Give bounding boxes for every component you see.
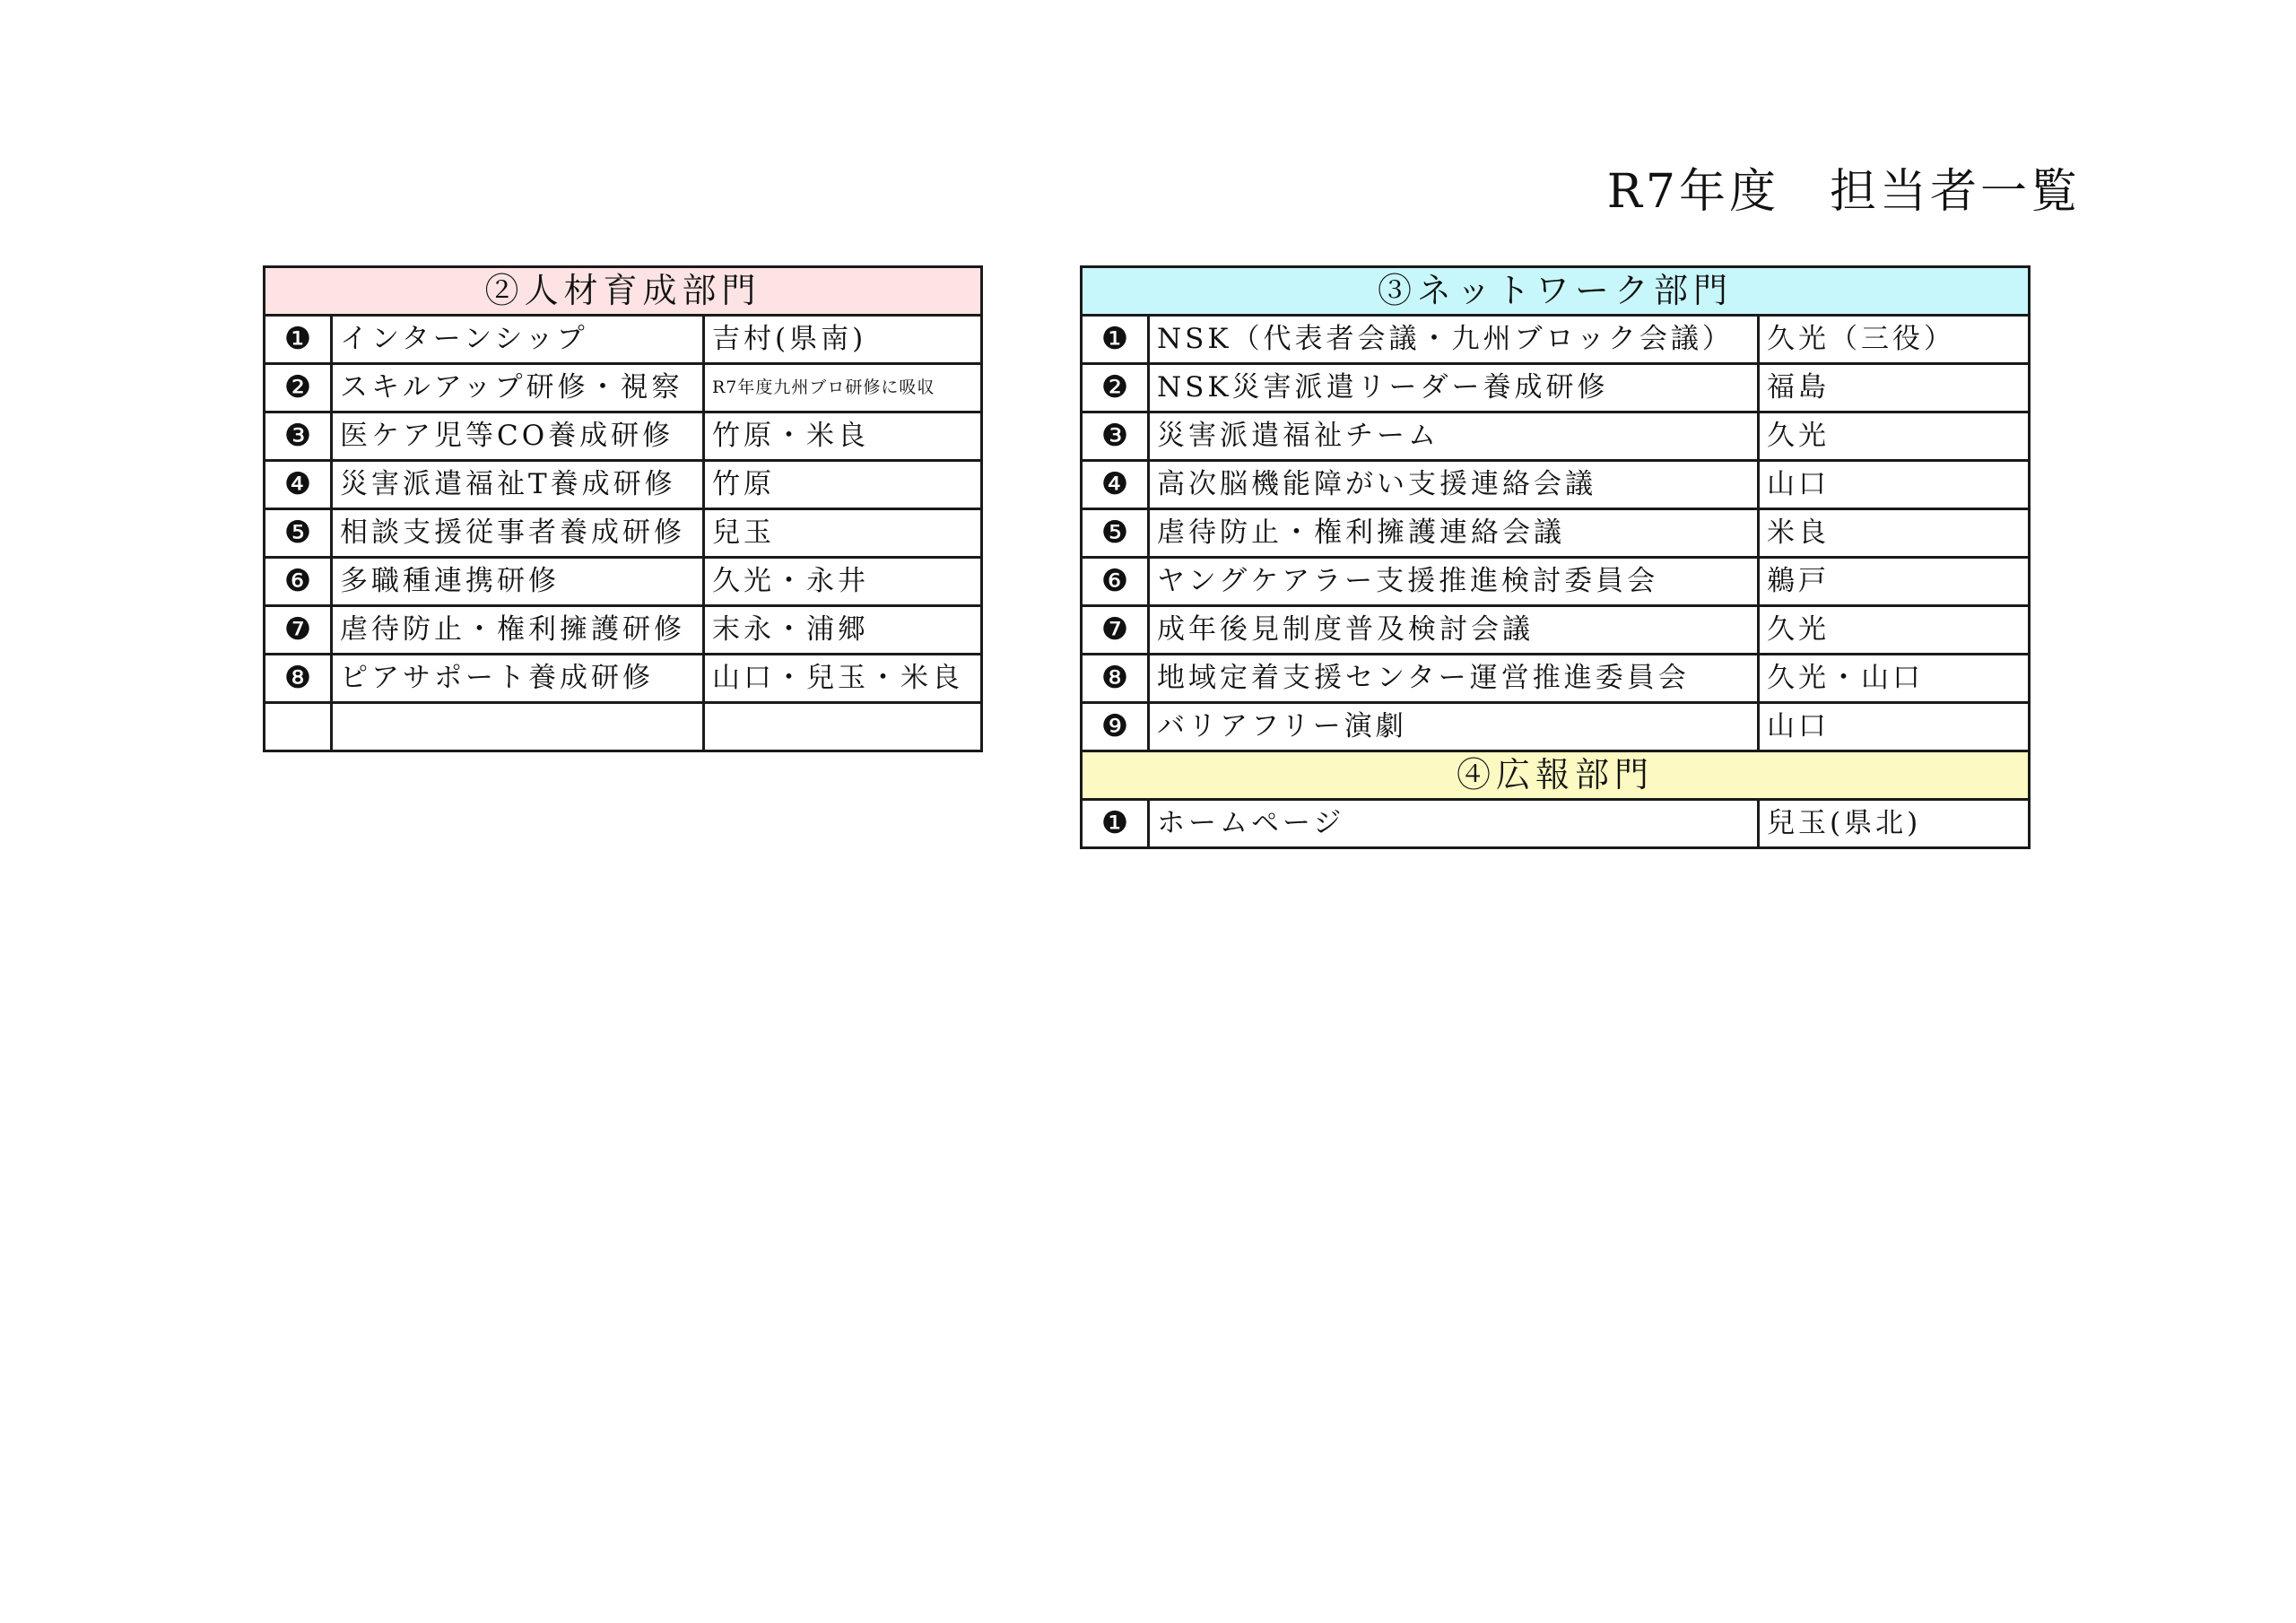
- assignee-cell: 竹原: [704, 461, 982, 509]
- assignee-cell: 兒玉(県北): [1759, 800, 2030, 848]
- row-number: ❾: [1082, 703, 1149, 751]
- task-cell: [332, 703, 704, 751]
- assignee-cell: 福島: [1759, 364, 2030, 412]
- assignee-cell: 久光: [1759, 412, 2030, 461]
- task-cell: 成年後見制度普及検討会議: [1149, 606, 1759, 655]
- task-cell: 虐待防止・権利擁護研修: [332, 606, 704, 655]
- table-row: [1082, 364, 2030, 412]
- table-row: [1082, 509, 2030, 558]
- row-number: ❺: [1082, 509, 1149, 558]
- table-row: [265, 461, 982, 509]
- table-row: [1082, 412, 2030, 461]
- row-number: ❻: [1082, 558, 1149, 606]
- task-cell: 医ケア児等CO養成研修: [332, 412, 704, 461]
- row-number: ❺: [265, 509, 332, 558]
- row-number: ❶: [265, 316, 332, 364]
- assignee-cell: 鵜戸: [1759, 558, 2030, 606]
- row-number: ❼: [265, 606, 332, 655]
- network-header-row: [1082, 267, 2030, 316]
- assignee-cell: [704, 703, 982, 751]
- row-number: ❹: [1082, 461, 1149, 509]
- assignee-cell: R7年度九州ブロ研修に吸収: [704, 364, 982, 412]
- row-number: ❷: [1082, 364, 1149, 412]
- row-number: ❶: [1082, 316, 1149, 364]
- hr-development-table: [263, 265, 983, 752]
- table-row: [1082, 558, 2030, 606]
- table-row: [1082, 655, 2030, 703]
- task-cell: 地域定着支援センター運営推進委員会: [1149, 655, 1759, 703]
- row-number: ❻: [265, 558, 332, 606]
- hr-header-row: [265, 267, 982, 316]
- task-cell: 相談支援従事者養成研修: [332, 509, 704, 558]
- task-cell: バリアフリー演劇: [1149, 703, 1759, 751]
- row-number: ❹: [265, 461, 332, 509]
- task-cell: 高次脳機能障がい支援連絡会議: [1149, 461, 1759, 509]
- table-row: [265, 509, 982, 558]
- task-cell: NSK（代表者会議・九州ブロック会議）: [1149, 316, 1759, 364]
- row-number: ❼: [1082, 606, 1149, 655]
- task-cell: ピアサポート養成研修: [332, 655, 704, 703]
- assignee-cell: 竹原・米良: [704, 412, 982, 461]
- row-number: ❽: [1082, 655, 1149, 703]
- assignee-cell: 久光（三役）: [1759, 316, 2030, 364]
- task-cell: 多職種連携研修: [332, 558, 704, 606]
- task-cell: ヤングケアラー支援推進検討委員会: [1149, 558, 1759, 606]
- task-cell: 虐待防止・権利擁護連絡会議: [1149, 509, 1759, 558]
- assignee-cell: 米良: [1759, 509, 2030, 558]
- pr-section-header: ④広報部門: [1082, 751, 2030, 800]
- row-number: ❷: [265, 364, 332, 412]
- table-row: [1082, 800, 2030, 848]
- table-row: [265, 364, 982, 412]
- task-cell: インターンシップ: [332, 316, 704, 364]
- task-cell: NSK災害派遣リーダー養成研修: [1149, 364, 1759, 412]
- assignee-cell: 久光: [1759, 606, 2030, 655]
- row-number: ❸: [265, 412, 332, 461]
- table-row: [1082, 606, 2030, 655]
- assignee-cell: 兒玉: [704, 509, 982, 558]
- assignee-cell: 久光・永井: [704, 558, 982, 606]
- network-pr-table: [1080, 265, 2031, 849]
- assignee-cell: 山口: [1759, 461, 2030, 509]
- task-cell: 災害派遣福祉チーム: [1149, 412, 1759, 461]
- table-row: [1082, 703, 2030, 751]
- task-cell: 災害派遣福祉T養成研修: [332, 461, 704, 509]
- row-number: ❶: [1082, 800, 1149, 848]
- assignee-cell: 久光・山口: [1759, 655, 2030, 703]
- row-number: ❸: [1082, 412, 1149, 461]
- assignee-cell: 吉村(県南): [704, 316, 982, 364]
- table-row: [1082, 316, 2030, 364]
- task-cell: スキルアップ研修・視察: [332, 364, 704, 412]
- table-row: [1082, 461, 2030, 509]
- table-row: [265, 655, 982, 703]
- pr-header-row: [1082, 751, 2030, 800]
- task-cell: ホームページ: [1149, 800, 1759, 848]
- hr-section-header: ②人材育成部門: [265, 267, 982, 316]
- assignee-cell: 山口・兒玉・米良: [704, 655, 982, 703]
- table-row-empty: [265, 703, 982, 751]
- table-row: [265, 606, 982, 655]
- table-row: [265, 316, 982, 364]
- assignee-cell: 末永・浦郷: [704, 606, 982, 655]
- page-title: R7年度 担当者一覧: [1606, 165, 2081, 219]
- network-section-header: ③ネットワーク部門: [1082, 267, 2030, 316]
- table-row: [265, 412, 982, 461]
- table-row: [265, 558, 982, 606]
- row-number: [265, 703, 332, 751]
- assignee-cell: 山口: [1759, 703, 2030, 751]
- row-number: ❽: [265, 655, 332, 703]
